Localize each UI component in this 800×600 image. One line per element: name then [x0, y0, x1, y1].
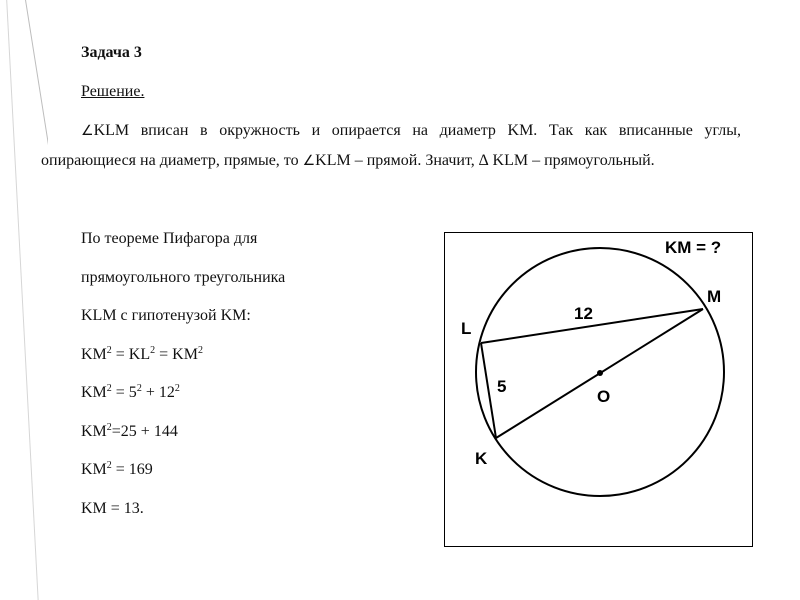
solution-heading: Решение.	[81, 83, 145, 100]
center-point	[597, 370, 603, 376]
edge-line	[0, 0, 9, 600]
equation-4: $KM^2 = 169$	[81, 460, 153, 478]
pythagoras-intro-1: По теореме Пифагора для	[81, 230, 258, 247]
side-lm-label: 12	[574, 304, 593, 323]
paragraph-text-1: KLM вписан в окружность и опирается на диаметр KM. Так как вписанные углы, опирающиеся на диаметр, прямые, то	[41, 122, 741, 169]
label-k: K	[475, 449, 488, 468]
pythagoras-intro-3: KLM с гипотенузой KM:	[81, 307, 251, 324]
label-l: L	[461, 319, 472, 338]
segment-kl	[481, 343, 496, 438]
solution-paragraph	[41, 116, 741, 176]
angle-icon: ∠	[302, 153, 316, 169]
paragraph-text-2: KLM – прямой. Значит, ∆ KLM – прямоугольный.	[315, 152, 655, 169]
equation-2: $KM^2 = 5^2 + 12^2$	[81, 383, 180, 401]
question-label: KM = ?	[665, 238, 722, 257]
side-kl-label: 5	[497, 377, 507, 396]
slide-edge-decoration	[0, 0, 48, 600]
pythagoras-intro-2: прямоугольного треугольника	[81, 268, 286, 286]
label-o: O	[597, 387, 611, 406]
label-m: M	[707, 287, 722, 306]
geometry-figure	[444, 232, 753, 547]
figure-canvas	[445, 233, 752, 546]
equation-1: $KM^2 = KL^2 = KM^2$	[81, 344, 203, 363]
edge-line	[6, 0, 48, 600]
answer: KM = 13.	[81, 499, 144, 517]
task-title: Задача 3	[81, 44, 142, 61]
pythagoras-block	[81, 229, 285, 537]
edge-line	[2, 0, 48, 600]
angle-icon: ∠	[81, 123, 94, 139]
equation-3: $KM^2=25 + 144$	[81, 421, 178, 440]
